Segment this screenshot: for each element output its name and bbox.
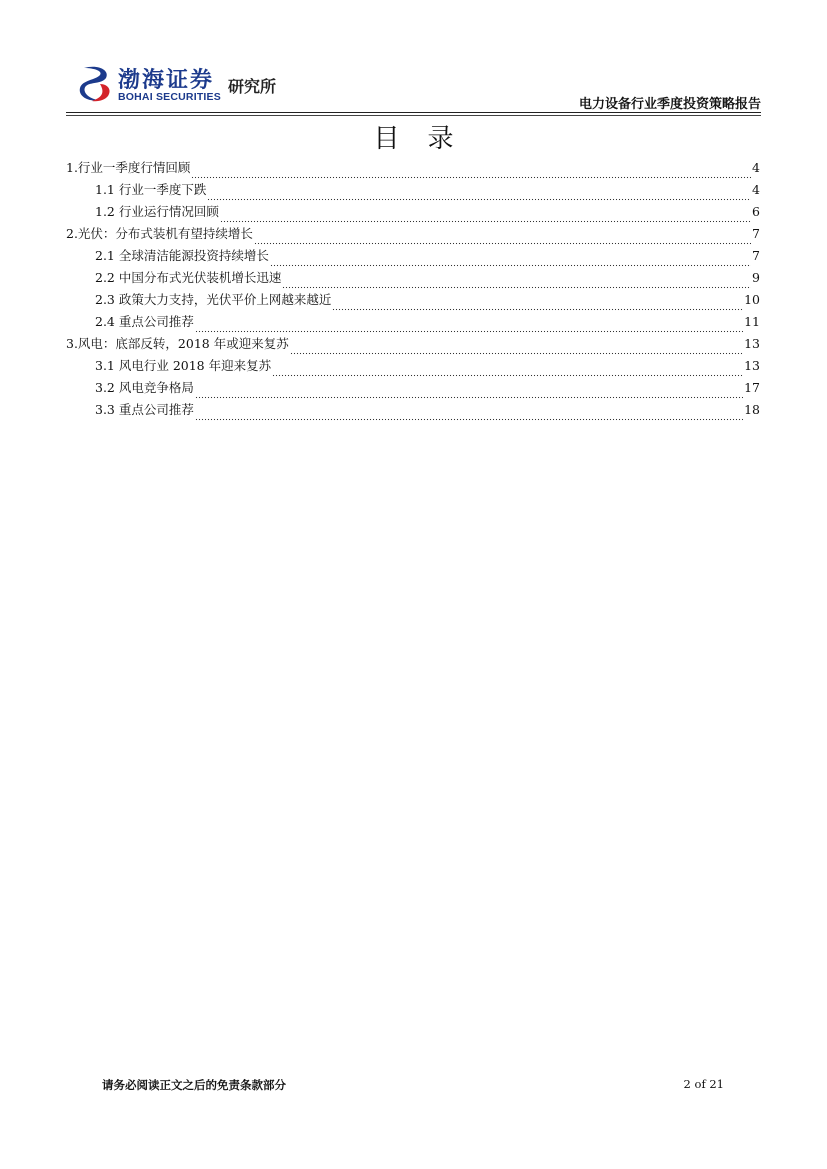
toc-entry-page[interactable]: 4	[752, 182, 760, 197]
toc-entry[interactable]	[66, 356, 760, 378]
toc-dot-leader	[195, 408, 743, 422]
toc-entry-page[interactable]: 9	[752, 270, 760, 285]
table-of-contents	[66, 158, 760, 422]
toc-entry[interactable]	[66, 158, 760, 180]
toc-entry[interactable]	[66, 312, 760, 334]
header-divider	[66, 112, 761, 113]
page-number: 2 of 21	[683, 1077, 724, 1091]
toc-entry-page[interactable]: 13	[744, 358, 760, 373]
toc-entry[interactable]	[66, 400, 760, 422]
toc-entry-page[interactable]: 4	[752, 160, 760, 175]
toc-dot-leader	[191, 166, 751, 180]
toc-entry-title[interactable]: 1.1 行业一季度下跌	[95, 182, 207, 197]
toc-entry-page[interactable]: 7	[752, 248, 760, 263]
toc-dot-leader	[290, 342, 743, 356]
toc-entry-page[interactable]: 10	[744, 292, 760, 307]
toc-entry-title[interactable]: 2.光伏：分布式装机有望持续增长	[66, 226, 253, 241]
toc-entry[interactable]	[66, 202, 760, 224]
toc-dot-leader	[282, 276, 751, 290]
toc-entry-title[interactable]: 3.风电：底部反转，2018 年或迎来复苏	[66, 336, 289, 351]
toc-entry-title[interactable]: 1.2 行业运行情况回顾	[95, 204, 219, 219]
toc-entry-page[interactable]: 17	[744, 380, 760, 395]
toc-entry-title[interactable]: 1.行业一季度行情回顾	[66, 160, 191, 175]
toc-entry-title[interactable]: 2.2 中国分布式光伏装机增长迅速	[95, 270, 282, 285]
toc-entry[interactable]	[66, 334, 760, 356]
bohai-logo-icon	[78, 64, 114, 104]
toc-dot-leader	[195, 320, 743, 334]
toc-dot-leader	[254, 232, 751, 246]
toc-dot-leader	[272, 364, 743, 378]
bohai-logo	[78, 62, 293, 110]
toc-entry[interactable]	[66, 268, 760, 290]
toc-entry-title[interactable]: 3.3 重点公司推荐	[95, 402, 194, 417]
toc-entry[interactable]	[66, 378, 760, 400]
toc-entry-page[interactable]: 13	[744, 336, 760, 351]
toc-entry-page[interactable]: 18	[744, 402, 760, 417]
toc-entry[interactable]	[66, 246, 760, 268]
toc-entry[interactable]	[66, 180, 760, 202]
toc-dot-leader	[270, 254, 751, 268]
toc-entry[interactable]	[66, 290, 760, 312]
report-title: 电力设备行业季度投资策略报告	[578, 97, 761, 112]
toc-entry-page[interactable]: 11	[744, 314, 760, 329]
disclaimer-note: 请务必阅读正文之后的免责条款部分	[102, 1078, 286, 1092]
toc-dot-leader	[195, 386, 743, 400]
institute-label: 研究所	[228, 77, 277, 96]
toc-entry-page[interactable]: 7	[752, 226, 760, 241]
toc-dot-leader	[332, 298, 743, 312]
toc-entry-title[interactable]: 2.1 全球清洁能源投资持续增长	[95, 248, 269, 263]
toc-dot-leader	[207, 188, 751, 202]
toc-entry-title[interactable]: 2.4 重点公司推荐	[95, 314, 194, 329]
toc-entry-title[interactable]: 3.1 风电行业 2018 年迎来复苏	[95, 358, 272, 373]
brand-name-en: BOHAI SECURITIES	[118, 91, 221, 103]
brand-name-cn: 渤海证券	[118, 68, 215, 93]
toc-entry-title[interactable]: 2.3 政策大力支持，光伏平价上网越来越近	[95, 292, 332, 307]
toc-heading: 目录	[373, 124, 482, 154]
toc-entry-page[interactable]: 6	[752, 204, 760, 219]
header-divider-thin	[66, 115, 761, 116]
toc-dot-leader	[220, 210, 751, 224]
toc-entry-title[interactable]: 3.2 风电竞争格局	[95, 380, 194, 395]
toc-entry[interactable]	[66, 224, 760, 246]
